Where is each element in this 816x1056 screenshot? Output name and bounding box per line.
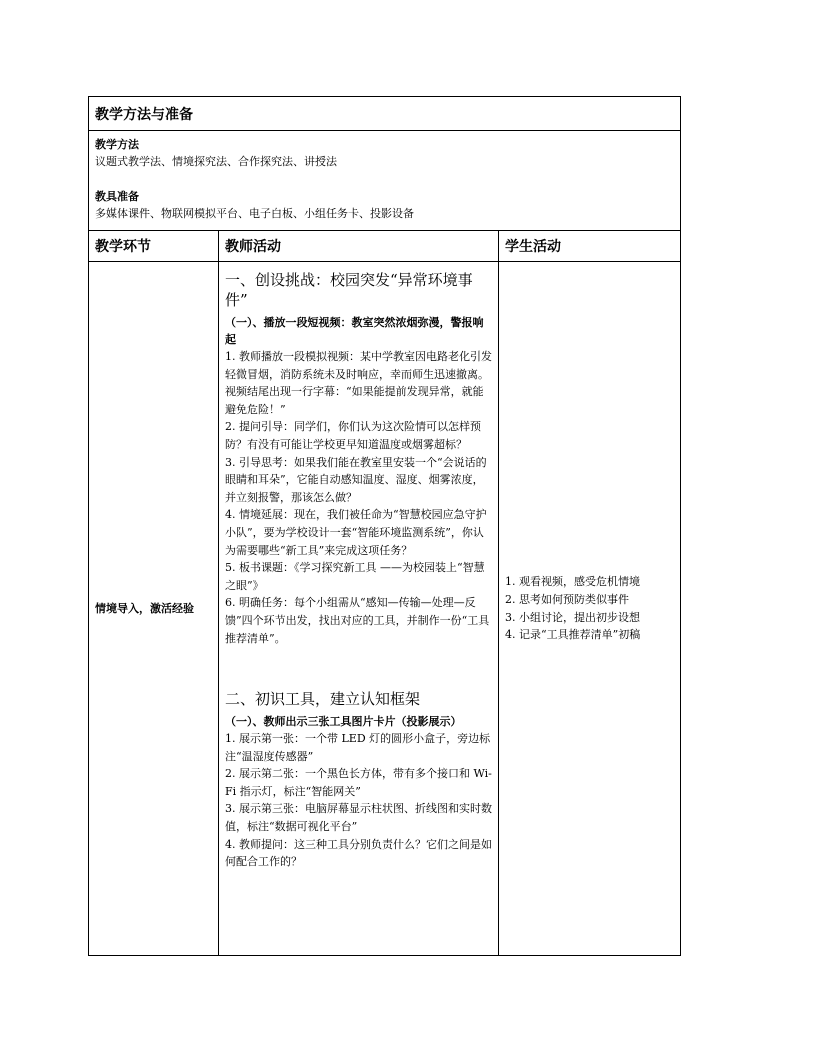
part2-subtitle: （一）、教师出示三张工具图片卡片（投影展示） bbox=[225, 715, 462, 729]
header-student: 学生活动 bbox=[505, 239, 561, 255]
part1-item: 2. 提问引导：同学们，你们认为这次险情可以怎样预防？有没有可能让学校更早知道温度或烟雾超标？ bbox=[225, 420, 481, 451]
stage-cell bbox=[89, 262, 219, 956]
part1-item: 4. 情境延展：现在，我们被任命为“智慧校园应急守护小队”，要为学校设计一套“智能环境监测系统”，你认为需要哪些“新工具”来完成这项任务？ bbox=[225, 508, 487, 557]
part1-item: 6. 明确任务：每个小组需从“感知—传输—处理—反馈”四个环节出发，找出对应的工具，并制作一份“工具推荐清单”。 bbox=[225, 596, 490, 645]
header-student-cell bbox=[499, 231, 681, 262]
part2-title: 二、初识工具，建立认知框架 bbox=[225, 690, 421, 709]
student-activity-cell bbox=[499, 262, 681, 956]
section-title-cell bbox=[89, 97, 681, 131]
stage-text: 情境导入，激活经验 bbox=[95, 602, 194, 615]
part2-item: 3. 展示第三张：电脑屏幕显示柱状图、折线图和实时数值，标注“数据可视化平台” bbox=[225, 802, 492, 834]
part2-item: 2. 展示第二张：一个黑色长方体，带有多个接口和 Wi-Fi 指示灯，标注“智能网关” bbox=[225, 767, 492, 798]
methods-tools-cell bbox=[89, 131, 681, 231]
student-item: 2. 思考如何预防类似事件 bbox=[505, 592, 629, 606]
part1-title: 一、创设挑战：校园突发“异常环境事件” bbox=[225, 271, 473, 309]
header-teacher: 教师活动 bbox=[225, 239, 281, 255]
part1-item: 1. 教师播放一段模拟视频：某中学教室因电路老化引发轻微冒烟，消防系统未及时响应，幸而师生迅速撤离。视频结尾出现一行字幕：“如果能提前发现异常，就能避免危险！” bbox=[225, 350, 492, 416]
student-item: 1. 观看视频，感受危机情境 bbox=[505, 575, 640, 589]
tools-text: 多媒体课件、物联网模拟平台、电子白板、小组任务卡、投影设备 bbox=[95, 207, 414, 220]
part1-item: 3. 引导思考：如果我们能在教室里安装一个“会说话的眼睛和耳朵”，它能自动感知温度、湿度、烟雾浓度，并立刻报警，那该怎么做？ bbox=[225, 455, 487, 504]
tools-label: 教具准备 bbox=[95, 190, 139, 203]
part2-item: 4. 教师提问：这三种工具分别负责什么？它们之间是如何配合工作的？ bbox=[225, 837, 492, 869]
lesson-plan-table bbox=[88, 96, 681, 956]
part1-item: 5. 板书课题：《学习探究新工具 ——为校园装上“智慧之眼”》 bbox=[225, 561, 485, 592]
methods-label: 教学方法 bbox=[95, 138, 139, 151]
header-stage-cell bbox=[89, 231, 219, 262]
student-item: 4. 记录“工具推荐清单”初稿 bbox=[505, 628, 641, 642]
header-stage: 教学环节 bbox=[95, 239, 151, 255]
methods-text: 议题式教学法、情境探究法、合作探究法、讲授法 bbox=[95, 155, 337, 168]
student-item: 3. 小组讨论，提出初步设想 bbox=[505, 610, 640, 624]
teacher-activity-cell bbox=[219, 262, 499, 956]
part2-item: 1. 展示第一张：一个带 LED 灯的圆形小盒子，旁边标注“温湿度传感器” bbox=[225, 732, 491, 763]
header-teacher-cell bbox=[219, 231, 499, 262]
part1-subtitle: （一）、播放一段短视频：教室突然浓烟弥漫，警报响起 bbox=[225, 316, 484, 346]
section-title: 教学方法与准备 bbox=[95, 106, 193, 123]
